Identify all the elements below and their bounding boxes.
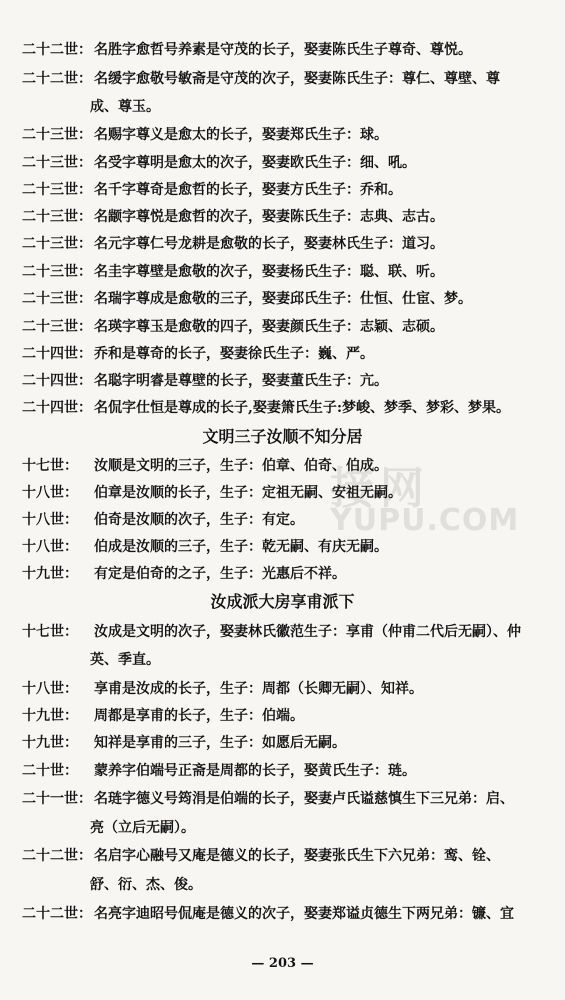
section-heading: 文明三子汝顺不知分居: [202, 427, 363, 446]
entry-line: [22, 203, 542, 232]
entry-text: 亮（立后无嗣）。: [90, 820, 195, 836]
entry-line: [22, 340, 542, 369]
entry-line: [22, 757, 542, 786]
entry-text: 名侃字仕恒是尊成的长子,娶妻箫氏生子:梦峻、梦季、梦彩、梦果。: [94, 400, 511, 416]
entry-continuation: [90, 871, 565, 900]
generation-label: 十七世：: [22, 624, 78, 640]
entry-text: 名瑞字尊成是愈敬的三子，娶妻邱氏生子：仕恒、仕宦、梦。: [94, 291, 472, 307]
entry-line: [22, 900, 542, 929]
entry-continuation: [90, 646, 565, 675]
entry-line: [22, 785, 542, 814]
entry-continuation: [90, 814, 565, 843]
entry-line: [22, 729, 542, 758]
entry-text: 名胜字愈哲号养素是守茂的长子，娶妻陈氏生子尊奇、尊悦。: [94, 42, 472, 58]
entry-line: [22, 36, 542, 65]
entry-text: 蒙养字伯端号正斋是周都的长子，娶黄氏生子：琏。: [94, 763, 416, 779]
entry-text: 享甫是汝成的长子，生子：周都（长卿无嗣）、知祥。: [94, 681, 423, 697]
entry-line: [22, 560, 542, 589]
entry-line: [22, 65, 542, 94]
generation-label: 二十三世：: [22, 209, 92, 225]
entry-text: 汝成是文明的次子，娶妻林氏徽范生子：享甫（仲甫二代后无嗣）、仲: [94, 624, 521, 640]
entry-line: [22, 313, 542, 342]
entry-line: [22, 452, 542, 481]
generation-label: 二十世：: [22, 763, 78, 779]
generation-label: 二十三世：: [22, 264, 92, 280]
generation-label: 十九世：: [22, 708, 78, 724]
entry-line: [22, 367, 542, 396]
entry-text: 乔和是尊奇的长子，娶妻徐氏生子：巍、严。: [94, 346, 374, 362]
entry-text: 周都是享甫的长子，生子：伯端。: [94, 708, 304, 724]
entry-text: 名圭字尊壁是愈敬的次子，娶妻杨氏生子：聪、联、听。: [94, 264, 444, 280]
generation-label: 十九世：: [22, 566, 78, 582]
entry-text: 名颛字尊悦是愈哲的次子，娶妻陈氏生子：志典、志古。: [94, 209, 444, 225]
entry-text: 舒、衍、杰、俊。: [90, 877, 202, 893]
entry-text: 英、季直。: [90, 652, 160, 668]
entry-text: 名缓字愈敬号敏斋是守茂的次子，娶妻陈氏生子：尊仁、尊壁、尊: [94, 71, 500, 87]
entry-line: [22, 506, 542, 535]
generation-label: 二十三世：: [22, 319, 92, 335]
entry-line: [22, 702, 542, 731]
entry-text: 名千字尊奇是愈哲的长子，娶妻方氏生子：乔和。: [94, 182, 402, 198]
entry-line: [22, 479, 542, 508]
generation-label: 二十二世：: [22, 906, 92, 922]
entry-line: [22, 394, 542, 423]
generation-label: 二十三世：: [22, 236, 92, 252]
generation-label: 十八世：: [22, 681, 78, 697]
generation-label: 二十二世：: [22, 848, 92, 864]
entry-text: 名受字尊明是愈太的次子，娶妻欧氏生子：细、吼。: [94, 155, 416, 171]
entry-text: 名赐字尊义是愈太的长子，娶妻郑氏生子：球。: [94, 127, 388, 143]
entry-line: [22, 285, 542, 314]
entry-text: 名亮字迪昭号侃庵是德义的次子，娶妻郑谥贞德生下两兄弟：镰、宜: [94, 906, 514, 922]
generation-label: 二十三世：: [22, 155, 92, 171]
entry-text: 名瑛字尊玉是愈敬的四子，娶妻颜氏生子：志颖、志硕。: [94, 319, 444, 335]
entry-text: 名元字尊仁号龙耕是愈敬的长子，娶妻林氏生子：道习。: [94, 236, 444, 252]
generation-label: 二十四世：: [22, 346, 92, 362]
generation-label: 十八世：: [22, 485, 78, 501]
page-number: — 203 —: [251, 956, 314, 971]
entry-text: 伯章是汝顺的长子，生子：定祖无嗣、安祖无嗣。: [94, 485, 402, 501]
entry-line: [22, 121, 542, 150]
generation-label: 二十三世：: [22, 127, 92, 143]
watermark-line1: 接网: [330, 463, 430, 514]
generation-label: 二十四世：: [22, 373, 92, 389]
entry-line: [22, 533, 542, 562]
entry-line: [22, 230, 542, 259]
watermark-line2: YUPU.COM: [330, 503, 520, 538]
entry-text: 有定是伯奇的之子，生子：光惠后不祥。: [94, 566, 346, 582]
entry-text: 名聪字明睿是尊壁的长子，娶妻董氏生子：亢。: [94, 373, 388, 389]
entry-text: 名启字心融号又庵是德义的长子，娶妻张氏生下六兄弟：鸾、铨、: [94, 848, 500, 864]
generation-label: 十八世：: [22, 539, 78, 555]
entry-line: [22, 149, 542, 178]
generation-label: 二十二世：: [22, 42, 92, 58]
entry-text: 伯成是汝顺的三子，生子：乾无嗣、有庆无嗣。: [94, 539, 388, 555]
entry-text: 名琏字德义号筠涓是伯端的长子，娶妻卢氏谥慈慎生下三兄弟：启、: [94, 791, 514, 807]
entry-text: 伯奇是汝顺的次子，生子：有定。: [94, 512, 304, 528]
generation-label: 二十二世：: [22, 71, 92, 87]
generation-label: 二十三世：: [22, 182, 92, 198]
entry-text: 汝顺是文明的三子，生子：伯章、伯奇、伯成。: [94, 458, 388, 474]
entry-line: [22, 842, 542, 871]
generation-label: 十八世：: [22, 512, 78, 528]
entry-continuation: [90, 93, 565, 122]
entry-line: [22, 618, 542, 647]
generation-label: 二十一世：: [22, 791, 92, 807]
entry-text: 成、尊玉。: [90, 99, 160, 115]
entry-line: [22, 675, 542, 704]
generation-label: 十七世：: [22, 458, 78, 474]
entry-line: [22, 258, 542, 287]
section-heading: 汝成派大房享甫派下: [210, 592, 355, 611]
entry-line: [22, 176, 542, 205]
entry-text: 知祥是享甫的三子，生子：如愿后无嗣。: [94, 735, 346, 751]
generation-label: 二十三世：: [22, 291, 92, 307]
generation-label: 二十四世：: [22, 400, 92, 416]
generation-label: 十九世：: [22, 735, 78, 751]
